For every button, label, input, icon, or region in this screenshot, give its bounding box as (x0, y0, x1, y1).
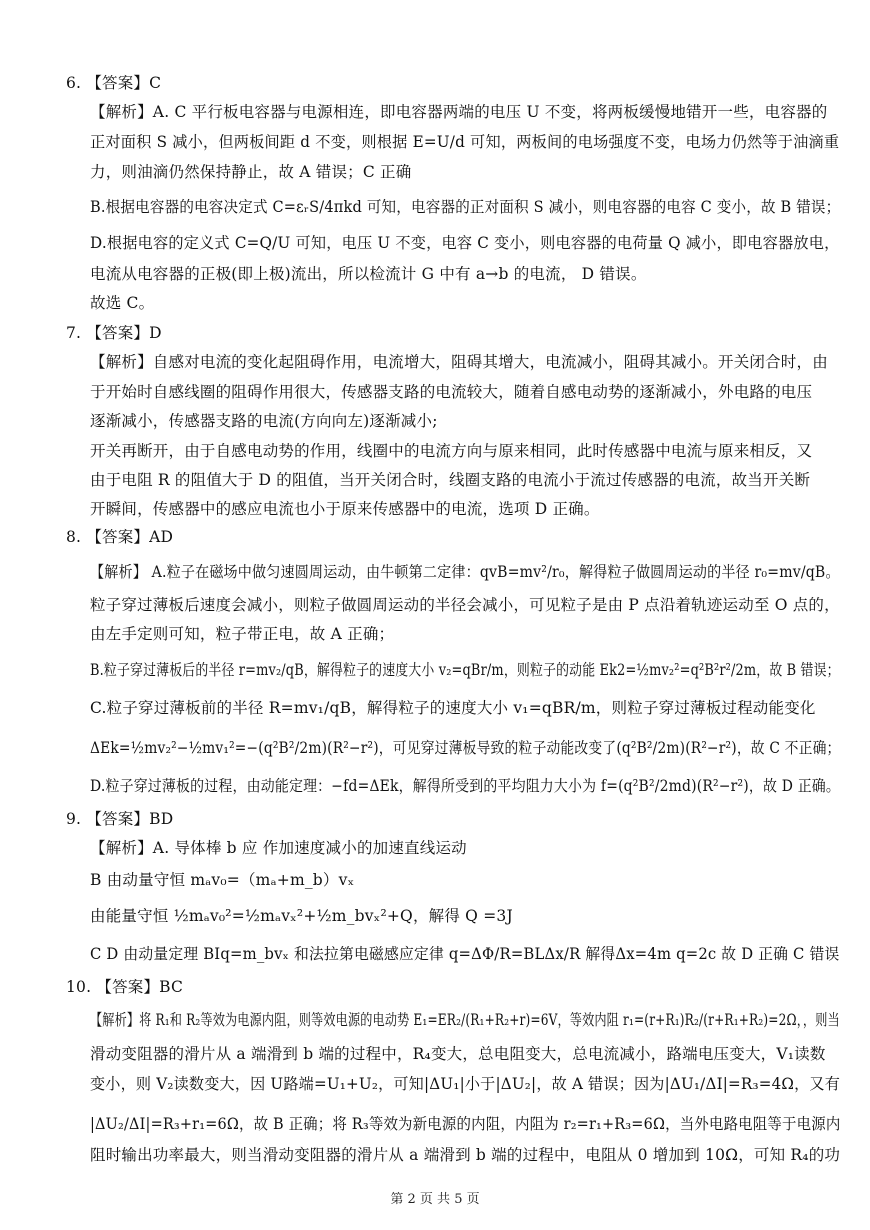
q10-analysis-line: |ΔU₂/ΔI|=R₃+r₁=6Ω，故 B 正确；将 R₃等效为新电源的内阻，内阻为 r₂=r₁+R₃=6Ω，当外电路电阻等于电源内 (90, 1115, 841, 1133)
q6-analysis-line: 正对面积 S 减小，但两板间距 d 不变，则根据 E=U/d 可知，两板间的电场强度不变，电场力仍然等于油滴重 (90, 133, 840, 151)
q6-analysis-line: D.根据电容的定义式 C=Q/U 可知，电压 U 不变，电容 C 变小，则电容器的电荷量 Q 减小，即电容器放电， (90, 234, 840, 252)
q7-analysis-line: 开关再断开，由于自感电动势的作用，线圈中的电流方向与原来相同，此时传感器中电流与原来相反，又 (90, 442, 813, 460)
q9-answer: 9. 【答案】BD (66, 810, 174, 828)
q7-analysis-line: 【解析】自感对电流的变化起阻碍作用，电流增大，阻碍其增大，电流减小，阻碍其减小。开关闭合时，由 (90, 353, 828, 371)
q6-analysis-line: 【解析】A. C 平行板电容器与电源相连，即电容器两端的电压 U 不变，将两板缓慢地错开一些，电容器的 (90, 103, 828, 121)
q8-analysis-line: B.粒子穿过薄板后的半径 r=mv₂/qB，解得粒子的速度大小 v₂=qBr/m，则粒子的动能 Ek2=½mv₂²=q²B²r²/2m，故 B 错误； (90, 661, 840, 679)
q8-analysis-line: D.粒子穿过薄板的过程，由动能定理：−fd=ΔEk，解得所受到的平均阻力大小为 f=(q²B²/2md)(R²−r²)，故 D 正确。 (90, 777, 841, 795)
q7-analysis-line: 于开始时自感线圈的阻碍作用很大，传感器支路的电流较大，随着自感电动势的逐渐减小，外电路的电压 (90, 383, 813, 401)
q8-analysis-line: 粒子穿过薄板后速度会减小，则粒子做圆周运动的半径会减小，可见粒子是由 P 点沿着轨迹运动至 O 点的， (90, 596, 840, 614)
q10-answer: 10. 【答案】BC (66, 978, 184, 996)
q7-analysis-line: 由于电阻 R 的阻值大于 D 的阻值，当开关闭合时，线圈支路的电流小于流过传感器的电流，故当开关断 (90, 471, 811, 489)
q10-analysis-line: 滑动变阻器的滑片从 a 端滑到 b 端的过程中，R₄变大，总电阻变大，总电流减小，路端电压变大，V₁读数 (90, 1045, 826, 1063)
q10-analysis-line: 阻时输出功率最大，则当滑动变阻器的滑片从 a 端滑到 b 端的过程中，电阻从 0 增加到 10Ω，可知 R₄的功 (90, 1146, 841, 1164)
q10-analysis-line: 【解析】将 R₁和 R₂等效为电源内阻，则等效电源的电动势 E₁=ER₂/(R₁+R₂+r)=6V，等效内阻 r₁=(r+R₁)R₂/(r+R₁+R₂)=2Ω，，则当 (90, 1011, 840, 1029)
q6-answer: 6. 【答案】C (66, 74, 162, 92)
q7-answer: 7. 【答案】D (66, 324, 162, 342)
q8-analysis-line: 【解析】 A.粒子在磁场中做匀速圆周运动，由牛顿第二定律：qvB=mv²/r₀，解得粒子做圆周运动的半径 r₀=mv/qB。 (90, 563, 840, 581)
page-footer: 第 2 页 共 5 页 (390, 1192, 480, 1207)
q7-analysis-line: 逐渐减小，传感器支路的电流(方向向左)逐渐减小; (90, 412, 438, 430)
q10-analysis-line: 变小，则 V₂读数变大，因 U路端=U₁+U₂，可知|ΔU₁|小于|ΔU₂|，故 A 错误；因为|ΔU₁/ΔI|=R₃=4Ω，又有 (90, 1075, 841, 1093)
q6-analysis-line: 力，则油滴仍然保持静止，故 A 错误；C 正确 (90, 163, 412, 181)
q8-analysis-line: ΔEk=½mv₂²−½mv₁²=−(q²B²/2m)(R²−r²)，可见穿过薄板导致的粒子动能改变了(q²B²/2m)(R²−r²)，故 C 不正确； (90, 739, 841, 757)
q7-analysis-line: 开瞬间，传感器中的感应电流也小于原来传感器中的电流，选项 D 正确。 (90, 500, 600, 518)
q6-conclusion: 故选 C。 (90, 294, 155, 312)
q9-analysis-line: B 由动量守恒 mₐv₀=（mₐ+m_b）vₓ (90, 871, 355, 889)
q9-analysis-line: 由能量守恒 ½mₐv₀²=½mₐvₓ²+½m_bvₓ²+Q，解得 Q =3J (90, 907, 513, 925)
q6-analysis-line: 电流从电容器的正极(即上极)流出，所以检流计 G 中有 a→b 的电流， D 错误。 (90, 265, 647, 283)
q9-analysis-line: C D 由动量定理 BIq=m_bvₓ 和法拉第电磁感应定律 q=ΔΦ/R=BLΔx/R 解得Δx=4m q=2c 故 D 正确 C 错误 (90, 945, 840, 963)
q9-analysis-line: 【解析】A. 导体棒 b 应 作加速度减小的加速直线运动 (90, 839, 467, 857)
q8-analysis-line: C.粒子穿过薄板前的半径 R=mv₁/qB，解得粒子的速度大小 v₁=qBR/m，则粒子穿过薄板过程动能变化 (90, 699, 816, 717)
q6-analysis-line: B.根据电容器的电容决定式 C=εᵣS/4πkd 可知，电容器的正对面积 S 减小，则电容器的电容 C 变小，故 B 错误； (90, 198, 841, 216)
q8-analysis-line: 由左手定则可知，粒子带正电，故 A 正确； (90, 625, 395, 643)
q8-answer: 8. 【答案】AD (66, 528, 174, 546)
